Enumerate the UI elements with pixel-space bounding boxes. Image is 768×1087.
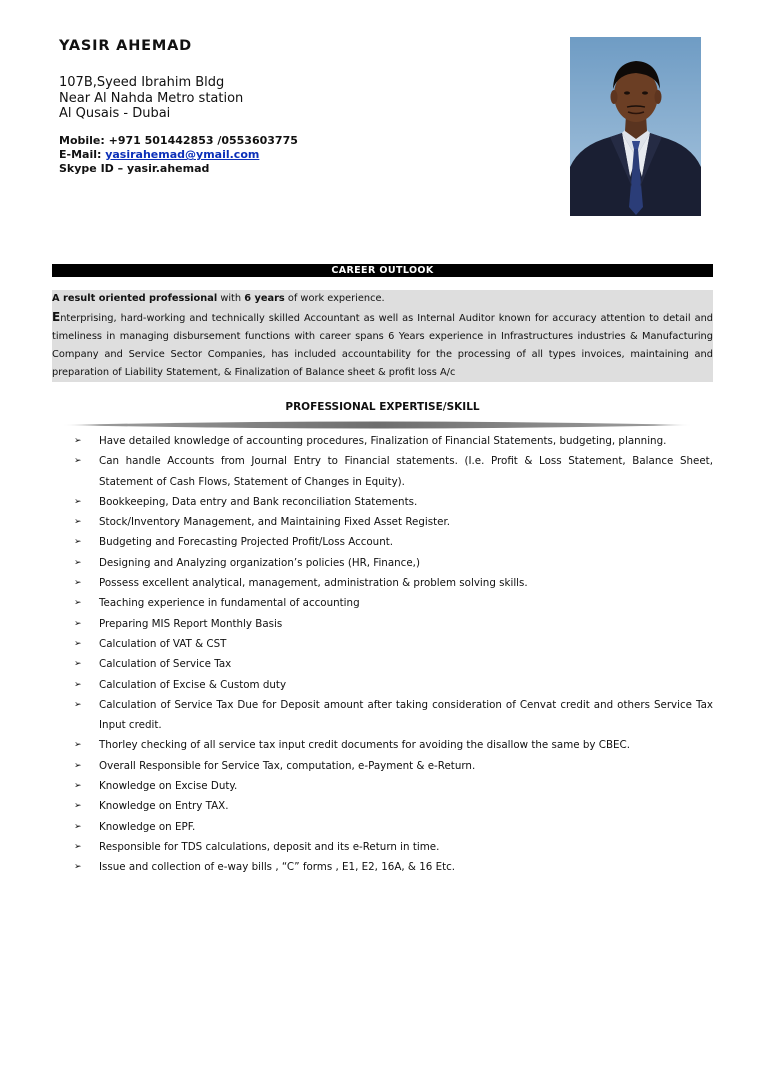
skill-item [52, 451, 713, 492]
skill-text: Issue and collection of e-way bills , “C” forms , E1, E2, 16A, & 16 Etc. [99, 861, 456, 874]
arrow-bullet-icon: ➢ [74, 557, 82, 568]
skill-item [52, 756, 713, 776]
arrow-bullet-icon: ➢ [74, 821, 82, 832]
contact-block [59, 134, 298, 176]
summary-paragraph [52, 308, 713, 382]
skill-item [52, 512, 713, 532]
skill-item [52, 776, 713, 796]
skill-item [52, 735, 713, 755]
arrow-bullet-icon: ➢ [74, 598, 82, 609]
mobile-line: Mobile: +971 501442853 /0553603775 [59, 134, 298, 147]
summary-intro [52, 290, 713, 308]
skill-item [52, 796, 713, 816]
arrow-bullet-icon: ➢ [74, 578, 82, 589]
arrow-bullet-icon: ➢ [74, 659, 82, 670]
arrow-bullet-icon: ➢ [74, 679, 82, 690]
skill-text: Overall Responsible for Service Tax, computation, e-Payment & e-Return. [99, 759, 476, 772]
arrow-bullet-icon: ➢ [74, 699, 82, 710]
arrow-bullet-icon: ➢ [74, 436, 82, 446]
skill-list [52, 431, 713, 878]
skill-text: Thorley checking of all service tax input credit documents for avoiding the disallow the same by CBEC. [99, 739, 630, 752]
skill-item [52, 532, 713, 552]
email-line [59, 148, 298, 162]
arrow-bullet-icon: ➢ [74, 618, 82, 629]
arrow-bullet-icon: ➢ [74, 801, 82, 812]
skype-line: Skype ID – yasir.ahemad [59, 162, 210, 175]
skill-text: Designing and Analyzing organization’s policies (HR, Finance,) [99, 556, 420, 569]
skill-text: Teaching experience in fundamental of accounting [99, 597, 360, 610]
skill-text: Have detailed knowledge of accounting procedures, Finalization of Financial Statements, budgeting, planning. [99, 435, 667, 447]
career-summary [52, 290, 713, 382]
skill-text: Bookkeeping, Data entry and Bank reconciliation Statements. [99, 495, 418, 508]
skill-text: Calculation of Excise & Custom duty [99, 678, 287, 691]
intro-text: with [217, 293, 245, 304]
arrow-bullet-icon: ➢ [74, 841, 82, 852]
skill-text: Stock/Inventory Management, and Maintaining Fixed Asset Register. [99, 516, 451, 529]
skill-item [52, 695, 713, 736]
skill-text: Knowledge on Excise Duty. [99, 780, 238, 793]
candidate-name: YASIR AHEMAD [59, 38, 192, 54]
portrait-image [570, 37, 701, 216]
arrow-bullet-icon: ➢ [74, 638, 82, 649]
profile-photo [570, 37, 701, 216]
skill-text: Budgeting and Forecasting Projected Profit/Loss Account. [99, 536, 394, 549]
skill-item [52, 492, 713, 512]
skill-text: Calculation of Service Tax [99, 658, 232, 671]
skill-text: Preparing MIS Report Monthly Basis [99, 617, 283, 630]
address-line: Near Al Nahda Metro station [59, 90, 244, 106]
email-link[interactable]: yasirahemad@ymail.com [105, 148, 260, 161]
skill-item [52, 431, 713, 451]
skill-text: Can handle Accounts from Journal Entry to Financial statements. (I.e. Profit & Loss Statement, Balance Sheet, Statement of Cash Flows, Statement of Changes in Equity). [99, 455, 713, 488]
summary-text: nterprising, hard-working and technically skilled Accountant as well as Internal Auditor known for accuracy attention to detail and timeliness in managing disbursement functions with career spans 6 Years experience in Infrastructures industries & Manufacturing Company and Service Sector Companies, has included accountability for the processing of all types invoices, maintaining and preparation of Liability Statement, & Finalization of Balance sheet & profit loss A/c [52, 313, 713, 378]
skill-item [52, 553, 713, 573]
arrow-bullet-icon: ➢ [74, 760, 82, 771]
address-block [59, 75, 243, 122]
arrow-bullet-icon: ➢ [74, 781, 82, 792]
career-outlook-heading: CAREER OUTLOOK [52, 264, 713, 277]
intro-text-end: of work experience. [284, 293, 385, 304]
intro-bold-phrase: A result oriented professional [52, 293, 218, 304]
arrow-bullet-icon: ➢ [74, 517, 82, 528]
skill-item [52, 837, 713, 857]
arrow-bullet-icon: ➢ [74, 456, 82, 467]
skill-item [52, 675, 713, 695]
skill-item [52, 593, 713, 613]
skill-text: Responsible for TDS calculations, deposit and its e-Return in time. [99, 840, 440, 853]
arrow-bullet-icon: ➢ [74, 537, 82, 548]
address-line: 107B,Syeed Ibrahim Bldg [59, 75, 225, 90]
skill-text: Calculation of VAT & CST [99, 637, 227, 650]
skill-item [52, 654, 713, 674]
skill-item [52, 634, 713, 654]
skill-item [52, 614, 713, 634]
arrow-bullet-icon: ➢ [74, 862, 82, 873]
skill-item [52, 573, 713, 593]
skill-item [52, 817, 713, 837]
intro-years: 6 years [244, 293, 285, 304]
drop-letter: E [52, 310, 61, 324]
address-line: Al Qusais - Dubai [59, 106, 171, 121]
email-label: E-Mail: [59, 148, 106, 161]
expertise-heading: PROFESSIONAL EXPERTISE/SKILL [285, 401, 480, 413]
section-divider [62, 418, 692, 432]
skill-item [52, 857, 713, 877]
skill-text: Calculation of Service Tax Due for Deposit amount after taking consideration of Cenvat credit and others Service Tax Input credit. [99, 698, 713, 732]
skill-text: Knowledge on EPF. [99, 820, 196, 833]
arrow-bullet-icon: ➢ [74, 496, 82, 507]
skill-text: Knowledge on Entry TAX. [99, 800, 229, 813]
skill-text: Possess excellent analytical, management, administration & problem solving skills. [99, 577, 528, 590]
arrow-bullet-icon: ➢ [74, 740, 82, 751]
